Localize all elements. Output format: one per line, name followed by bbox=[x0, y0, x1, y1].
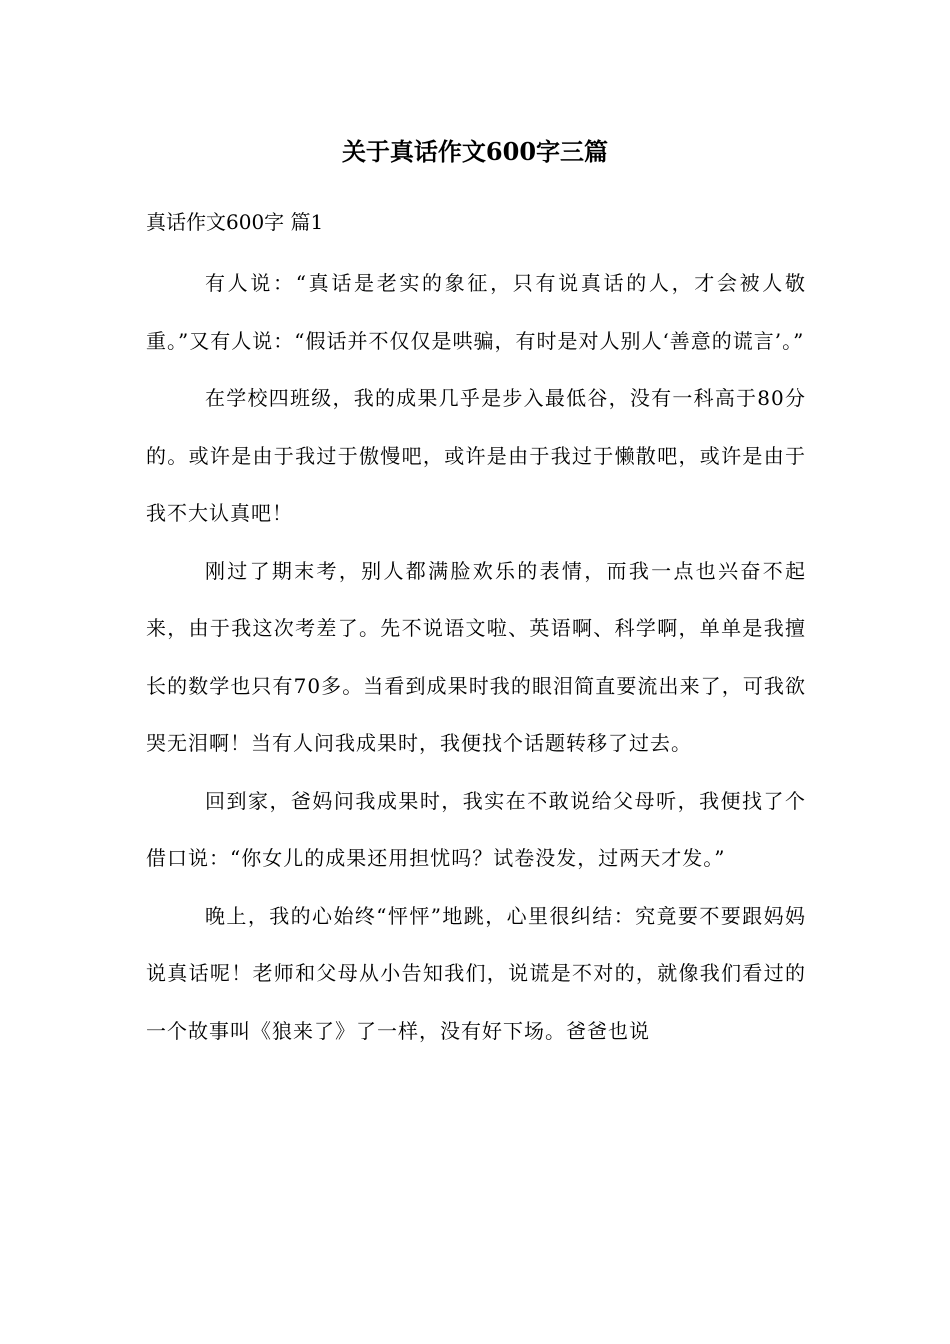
document-title: 关于真话作文600字三篇 bbox=[341, 137, 609, 166]
document-body bbox=[146, 255, 806, 1060]
paragraph-4: 回到家，爸妈问我成果时，我实在不敢说给父母听，我便找了个借口说：“你女儿的成果还用担忧吗？试卷没发，过两天才发。” bbox=[146, 788, 806, 870]
paragraph-1: 有人说：“真话是老实的象征，只有说真话的人，才会被人敬重。”又有人说：“假话并不仅仅是哄骗，有时是对人别人‘善意的谎言’。” bbox=[146, 271, 806, 353]
paragraph-2: 在学校四班级，我的成果几乎是步入最低谷，没有一科高于80分的。或许是由于我过于傲慢吧，或许是由于我过于懒散吧，或许是由于我不大认真吧！ bbox=[146, 386, 806, 525]
paragraph-3: 刚过了期末考，别人都满脸欢乐的表情，而我一点也兴奋不起来，由于我这次考差了。先不说语文啦、英语啊、科学啊，单单是我擅长的数学也只有70多。当看到成果时我的眼泪简直要流出来了，可我欲哭无泪啊！当有人问我成果时，我便找个话题转移了过去。 bbox=[146, 558, 806, 755]
paragraph-5: 晚上，我的心始终“怦怦”地跳，心里很纠结：究竟要不要跟妈妈说真话呢！老师和父母从小告知我们，说谎是不对的，就像我们看过的一个故事叫《狼来了》了一样，没有好下场。爸爸也说 bbox=[146, 903, 806, 1043]
section-heading: 真话作文600字 篇1 bbox=[146, 210, 324, 234]
